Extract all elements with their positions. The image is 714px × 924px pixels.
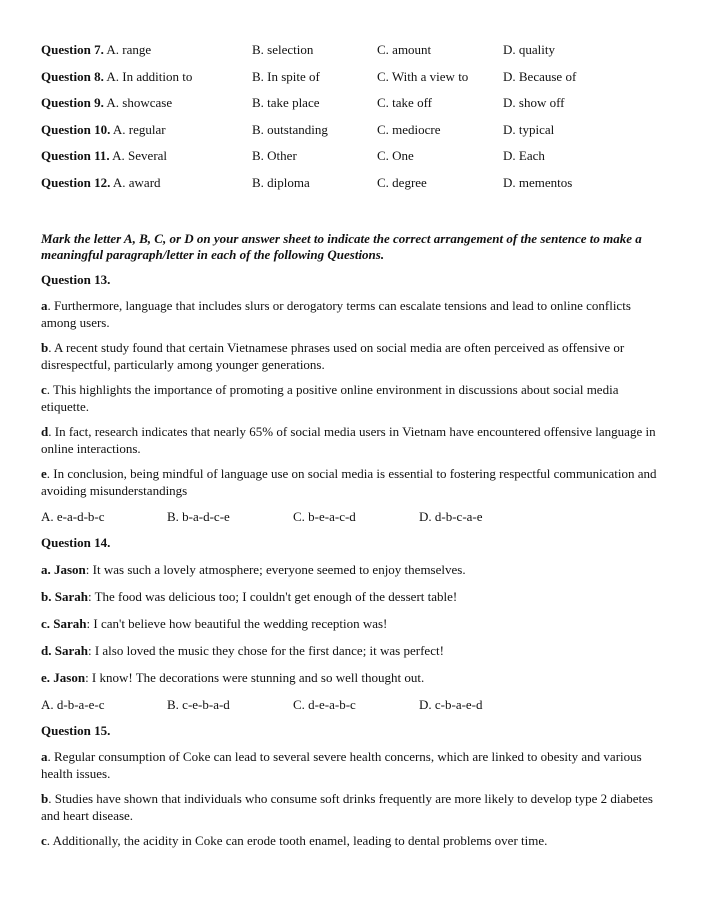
option-b: B. take place: [252, 95, 320, 111]
option-d: D. Each: [503, 148, 545, 164]
sentence-a: [41, 297, 665, 331]
option-b: B. c-e-b-a-d: [167, 696, 230, 712]
sentence-label: c: [41, 381, 47, 397]
question-number: Question 12.: [41, 174, 111, 190]
sentence-label: e: [41, 465, 47, 481]
option-c: C. With a view to: [377, 68, 469, 84]
speaker-label: d. Sarah: [41, 642, 88, 658]
grid-row: [41, 147, 671, 174]
speaker-label: e. Jason: [41, 669, 86, 685]
grid-row: [41, 94, 671, 121]
sentence-label: a: [41, 297, 48, 313]
option-d: D. Because of: [503, 68, 577, 84]
dialogue-line-e: [41, 669, 671, 687]
option-d: D. show off: [503, 95, 565, 111]
worksheet-page: [41, 41, 671, 849]
option-c: C. degree: [377, 174, 427, 190]
option-d: D. c-b-a-e-d: [419, 696, 483, 712]
grid-row: [41, 174, 671, 201]
question-number: Question 10.: [41, 121, 111, 137]
sentence-e: [41, 465, 665, 499]
question-13-options: [41, 508, 671, 526]
sentence-a: [41, 748, 665, 782]
option-c: C. mediocre: [377, 121, 441, 137]
sentence-c: [41, 381, 665, 415]
option-a: A. In addition to: [106, 68, 193, 84]
option-b: B. Other: [252, 148, 297, 164]
dialogue-line-c: [41, 615, 671, 633]
sentence-label: b: [41, 790, 49, 806]
sentence-b: [41, 339, 665, 373]
sentence-text: . In conclusion, being mindful of language use on social media is essential to fostering respectful communication and avoiding misunderstandings: [41, 465, 657, 498]
sentence-text: . A recent study found that certain Vietnamese phrases used on social media are often perceived as offensive or disrespectful, particularly among younger generations.: [41, 339, 625, 372]
dialogue-text: : I also loved the music they chose for the first dance; it was perfect!: [87, 642, 444, 658]
question-number: Question 8.: [41, 68, 104, 84]
grid-row: [41, 68, 671, 95]
speaker-label: b. Sarah: [41, 588, 88, 604]
option-a: A. award: [112, 174, 161, 190]
option-d: D. mementos: [503, 174, 573, 190]
dialogue-text: : I can't believe how beautiful the wedding reception was!: [86, 615, 388, 631]
option-a: A. range: [106, 42, 152, 57]
speaker-label: a. Jason: [41, 561, 86, 577]
option-c: C. amount: [377, 42, 432, 57]
sentence-label: d: [41, 423, 49, 439]
sentence-label: c: [41, 832, 47, 848]
sentence-text: . Furthermore, language that includes slurs or derogatory terms can escalate tensions and lead to online conflicts among users.: [41, 297, 631, 330]
question-number: Question 7.: [41, 42, 104, 57]
sentence-text: . Regular consumption of Coke can lead to several severe health concerns, which are linked to obesity and various health issues.: [41, 748, 642, 781]
option-b: B. In spite of: [252, 68, 320, 84]
sentence-label: b: [41, 339, 49, 355]
sentence-d: [41, 423, 665, 457]
option-b: B. b-a-d-c-e: [167, 508, 230, 524]
sentence-b: [41, 790, 665, 824]
grid-row: [41, 41, 671, 68]
question-14-title: Question 14.: [41, 534, 111, 550]
option-d: D. quality: [503, 42, 555, 57]
option-b: B. outstanding: [252, 121, 328, 137]
dialogue-line-a: [41, 561, 671, 579]
question-15-title: Question 15.: [41, 722, 111, 738]
question-13-title: Question 13.: [41, 271, 111, 287]
option-a: A. showcase: [106, 95, 173, 111]
option-d: D. d-b-c-a-e: [419, 508, 483, 524]
sentence-label: a: [41, 748, 48, 764]
dialogue-text: : The food was delicious too; I couldn't get enough of the dessert table!: [87, 588, 458, 604]
option-d: D. typical: [503, 121, 555, 137]
option-c: C. b-e-a-c-d: [293, 508, 356, 524]
dialogue-line-b: [41, 588, 671, 606]
dialogue-text: : I know! The decorations were stunning and so well thought out.: [85, 669, 425, 685]
option-b: B. selection: [252, 42, 314, 57]
section-instruction: Mark the letter A, B, C, or D on your answer sheet to indicate the correct arrangement of the sentence to make a meaningful paragraph/letter in each of the following Questions.: [41, 230, 642, 262]
dialogue-text: : It was such a lovely atmosphere; everyone seemed to enjoy themselves.: [85, 561, 466, 577]
option-b: B. diploma: [252, 174, 310, 190]
grid-row: [41, 121, 671, 148]
sentence-text: . Additionally, the acidity in Coke can erode tooth enamel, leading to dental problems over time.: [46, 832, 548, 848]
answer-grid: [41, 41, 671, 201]
option-c: C. One: [377, 148, 414, 164]
option-a: A. e-a-d-b-c: [41, 508, 105, 524]
sentence-text: . In fact, research indicates that nearly 65% of social media users in Vietnam have encountered offensive language in online interactions.: [41, 423, 656, 456]
sentence-text: . Studies have shown that individuals who consume soft drinks frequently are more likely to develop type 2 diabetes and heart disease.: [41, 790, 653, 823]
option-a: A. Several: [112, 148, 168, 164]
dialogue-line-d: [41, 642, 671, 660]
question-number: Question 9.: [41, 95, 104, 111]
option-a: A. d-b-a-e-c: [41, 696, 105, 712]
sentence-text: . This highlights the importance of promoting a positive online environment in discussions about social media etiquette.: [41, 381, 619, 414]
option-a: A. regular: [112, 121, 166, 137]
sentence-c: [41, 832, 665, 849]
option-c: C. take off: [377, 95, 432, 111]
question-number: Question 11.: [41, 148, 110, 164]
option-c: C. d-e-a-b-c: [293, 696, 356, 712]
speaker-label: c. Sarah: [41, 615, 87, 631]
question-14-options: [41, 696, 671, 714]
